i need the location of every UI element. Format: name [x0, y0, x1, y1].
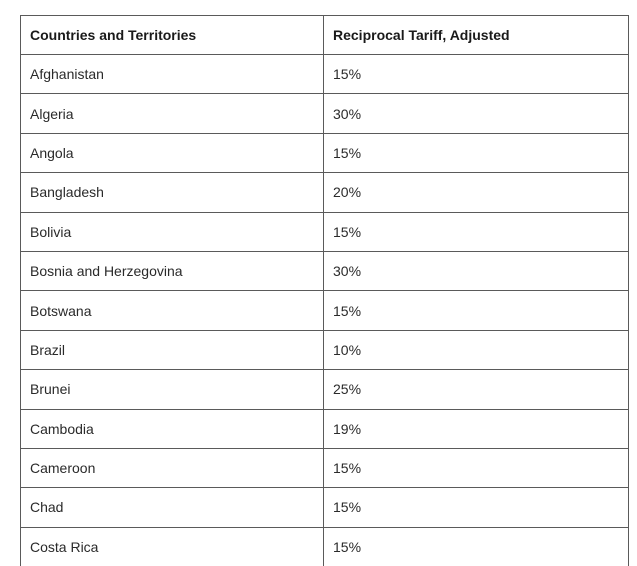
- country-cell: Brunei: [21, 370, 324, 409]
- tariff-cell: 19%: [324, 409, 629, 448]
- table-row: [21, 251, 629, 290]
- table-row: [21, 133, 629, 172]
- table-row: [21, 370, 629, 409]
- table-row: [21, 527, 629, 566]
- tariff-cell: 15%: [324, 448, 629, 487]
- country-cell: Bosnia and Herzegovina: [21, 251, 324, 290]
- country-cell: Afghanistan: [21, 55, 324, 94]
- tariff-cell: 10%: [324, 330, 629, 369]
- country-cell: Algeria: [21, 94, 324, 133]
- country-cell: Botswana: [21, 291, 324, 330]
- table-row: [21, 94, 629, 133]
- country-cell: Costa Rica: [21, 527, 324, 566]
- table-row: [21, 330, 629, 369]
- country-cell: Angola: [21, 133, 324, 172]
- country-cell: Brazil: [21, 330, 324, 369]
- country-cell: Bolivia: [21, 212, 324, 251]
- country-cell: Cameroon: [21, 448, 324, 487]
- column-header-tariff: Reciprocal Tariff, Adjusted: [324, 16, 629, 55]
- tariff-cell: 15%: [324, 212, 629, 251]
- tariff-cell: 25%: [324, 370, 629, 409]
- tariff-cell: 15%: [324, 527, 629, 566]
- table-row: [21, 488, 629, 527]
- table-row: [21, 448, 629, 487]
- table-header-row: [21, 16, 629, 55]
- tariff-cell: 15%: [324, 488, 629, 527]
- country-cell: Chad: [21, 488, 324, 527]
- country-cell: Bangladesh: [21, 173, 324, 212]
- tariff-table-container: [20, 15, 628, 566]
- tariff-cell: 15%: [324, 291, 629, 330]
- table-row: [21, 409, 629, 448]
- country-cell: Cambodia: [21, 409, 324, 448]
- tariff-cell: 15%: [324, 55, 629, 94]
- tariff-cell: 30%: [324, 251, 629, 290]
- column-header-country: Countries and Territories: [21, 16, 324, 55]
- table-row: [21, 291, 629, 330]
- tariff-cell: 20%: [324, 173, 629, 212]
- table-row: [21, 173, 629, 212]
- tariff-cell: 15%: [324, 133, 629, 172]
- tariff-table: [20, 15, 629, 566]
- table-row: [21, 55, 629, 94]
- table-row: [21, 212, 629, 251]
- tariff-cell: 30%: [324, 94, 629, 133]
